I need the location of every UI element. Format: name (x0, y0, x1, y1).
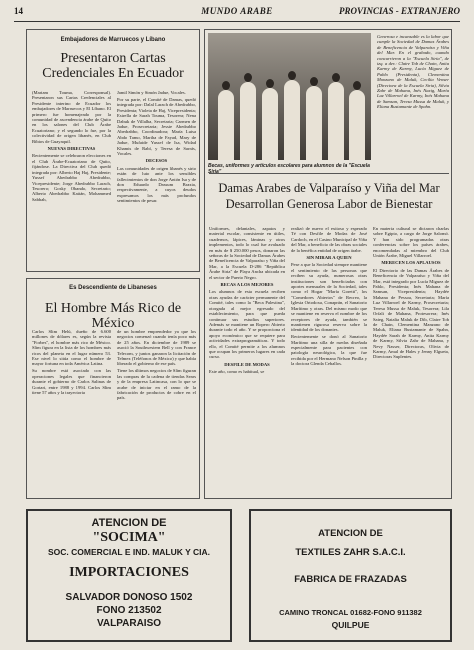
paragraph: Recientemente se celebraron elecciones en el Club Árabe-Ecuatoriano de Quito, fijándose. La Directiva del Club quedó integrada por: Alberto Haj Haj, Presidente; Yussef Abedrabbo Abedrabbo, Vicepresidente; Jorge Abedrabbo Larach, Tesorero; Gosky Obando, Secretario; Alberto Abedrabbo Kattán, Mohammed Sabbah, (32, 153, 111, 202)
photo-caption: Becas, uniformes y artículos escolares para alumnos de la "Escuela Siria" (208, 163, 370, 175)
photo-figure-head (266, 79, 274, 88)
paragraph: Uniformes, delantales, zapatos y material escolar, consistente en útiles, cuadernos, lápices, láminas y otros implementos, todo lo cual fue avaluado en más de $ 250.000 pesos, donaron las señoras de la Sociedad de Damas Árabes de Beneficencia de Valparaíso y Viña del Mar, a la Escuela D-286 "República Árabe Siria" de Playa Ancha ubicada en el sector de Puerto Negro. (209, 226, 285, 280)
article-hombre-rico (26, 278, 200, 499)
article-column-2 (291, 226, 367, 496)
article-headline: El Hombre Más Rico de México (44, 301, 182, 331)
group-photo (208, 33, 371, 160)
paragraph: El Directorio de las Damas Árabes de Beneficencia de Valparaíso y Viña del Mar, está integrado por Lucía Miguez de Pablo, Presidenta; Inés Mahana de Samsan, Vicepresidenta; Haydée Mahana de Pessoa, Secretaria; María Luz Villarroel de Karmy, Prosecretaria; Teresa Mussa de Maluk, Tesorera; Lila Orfali de Mahana, Protesorera; Inés Saieg, Natalia Maluk de Dib, Claire Tob de Chain, Clementina Manzano de Maluk, Eliana Bustamante de Spahn, Haydée Sarah de Karmy, Anita Karmy de Karmy, Silvia Zahr de Mahana, y Nevy Nasser, Directoras, Olivia de Karmy, Amal de Hales y Jenny Elgueta, Directoras Suplentes. (373, 267, 449, 360)
article-column-2 (117, 329, 196, 495)
subheading: SIN MIRAR A QUIEN (306, 255, 352, 261)
paragraph: Su nombre está asociado con las operaciones legales que financieron durante el gobierno de Carlos Salinas de Gortari, entre 1988 y 1994. Carlos Slim tiene 57 años y la trayectoria (32, 368, 111, 395)
photo-figure-head (222, 81, 230, 90)
article-headline: Damas Arabes de Valparaíso y Viña del Mar Desarrollan Generosa Labor de Bienestar (218, 181, 440, 211)
paragraph: Este año, como es habitual, se (209, 369, 265, 375)
paragraph: Carlos Slim Helú, dueño de 6.600 millones de dólares es, según la revista "Forbes", el hombre más rico de México. Slim figura en la lista de los hombres más ricos del planeta en el lugar número 53. Ese nivel lo sitúa como el hombre de mayor fortuna en toda América Latina. (32, 329, 111, 367)
ad-line: ATENCION DE (318, 528, 383, 539)
ad-company-name: "SOCIMA" (92, 530, 166, 545)
paragraph: Por su parte, el Comité de Damas, quedó integrada por: Dalal Larach de Abedrabbo, Presidenta; Violeta de Haj, Vicepresidenta; Estrella de Sarah Touma, Tesorera; Nena Dabuk de Villalba, Secretaria; Carmen de Jadue, Prosecretaria; Jessie Abedrabbo Abedrabbo, Coordinadora; María Luisa Abdo Tamo, Martha de Fayad, Mary de Jadue, Mufaide Yussef de Isa, Widad Khamis de Rabí, y Teresa de Sarrás, Vocales. (117, 96, 196, 156)
paragraph: de un hombre emprendedor ya que los negocios comenzó cuando tenía poco más de 25 años. En diciembre de 1989 se asoció la Southwestern Bell y con France Telecom, y juntos ganaron la licitación de Telmex (Teléfonos de México) y que había liberado el gobierno de ese país. (117, 329, 196, 367)
photo-figure-head (244, 73, 252, 82)
ad-city: VALPARAISO (96, 618, 162, 629)
photo-figure-head (353, 81, 361, 90)
photo-figure (306, 86, 322, 160)
ad-line: SOC. COMERCIAL E IND. MALUK Y CIA. (48, 547, 210, 557)
paragraph: (Mariam Touma, Corresponsal). Presentaron sus Cartas Credenciales al Presidente interino de Ecuador los embajadores de Marruecos y El Líbano. El primero fue homenajeado por la comunidad de ascendencia árabe de Quito en los salones del Club Árabe Ecuatoriano; y el segundo lo fue, por la colectividad de origen libanés, en Club Bibios de Guayaquil. (32, 90, 111, 144)
paragraph: Las comunidades de origen libanés y sirio están de luto ante los sensibles fallecimientos de don Jorge Antón Isa y de don Eduardo Dassum Braxia, respectivamente, a cuyos deudos expresamos los más profundos sentimientos de pesar. (117, 165, 196, 204)
divider (209, 173, 449, 174)
photo-figure (240, 82, 256, 160)
ad-city: QUILPUE (331, 620, 370, 630)
ad-line: IMPORTACIONES (69, 565, 189, 580)
page-header (14, 6, 460, 20)
article-embajadores (26, 29, 200, 272)
photo-figure (349, 90, 365, 160)
paragraph: Generosa e incansable es la labor que cumple la Sociedad de Damas Árabes de Beneficencia de Valparaíso y Viña del Mar. En el grabado, cuando concurrieron a la "Escuela Siria", de izq. a der.: Claire Tob de Chain, Anita Karmy de Karmy, Lucía Miguez de Pablo (Presidenta), Clementina Monzano de Maluk, Cecilia Venser (Directora de la Escuela Siria), Silvia Zahr de Mahana, Inés Naxig, María Luz Villarroel de Karmy, Inés Mahana de Samsan, Teresa Mussa de Maluk, y Eliana Bustamante de Spahn. (377, 34, 449, 110)
photo-figure (328, 82, 344, 160)
article-column-3 (373, 226, 449, 496)
photo-figure (262, 88, 278, 160)
paragraph: Tiene los últimos negocios de Slim figuran las compras de la cadena de tiendas Sears y de la empresa Latincasa, con lo que se acabe de iniciar en el ramo de la fabricación de productos de cobre en el país. (117, 368, 196, 401)
paragraph: realizó de nuevo el exitoso y esperado Té con Desfile de Modas de José Cardoch, en el Casino Municipal de Viña del Mar, a beneficio de las obras sociales de la benéfica entidad de origen árabe. (291, 226, 367, 253)
photo-caption-column (377, 34, 449, 170)
ad-line: ATENCION DE (91, 517, 167, 529)
article-column-1 (32, 90, 111, 268)
section-name: PROVINCIAS - EXTRANJERO (338, 6, 460, 16)
article-column-1 (209, 226, 285, 496)
subheading: DESFILE DE MODAS (224, 361, 270, 367)
subheading: BECAS A LOS MEJORES (220, 282, 274, 288)
ad-phone: FONO 213502 (96, 605, 162, 616)
paragraph: Jamil Simón y Simón Jadue, Vocales. (117, 90, 186, 95)
article-column-1 (32, 329, 111, 495)
article-damas-arabes (204, 29, 452, 499)
article-column-2 (117, 90, 196, 268)
photo-figure-head (310, 77, 318, 86)
photo-figure (218, 90, 234, 160)
paragraph: Recientemente se donó al Sanatorio Marítimo una silla de ruedas diseñada especialmente para pacientes con patología neurológica, la que fue recibida por el Hermano Nelson Pinilla y la doctora Glenda Ceballos. (291, 334, 367, 367)
subheading: MERECEN LOS APLAUSOS (381, 260, 441, 266)
subheading: DECESOS (145, 158, 168, 164)
advertisement-textiles-zahr (249, 509, 452, 642)
advertisement-socima (26, 509, 232, 642)
ad-line: FABRICA DE FRAZADAS (294, 574, 407, 585)
article-kicker: Embajadores de Marruecos y Líbano (60, 37, 166, 43)
header-rule (14, 21, 460, 22)
photo-figure-head (288, 71, 296, 80)
page-number: 14 (14, 6, 23, 16)
subheading: NUEVAS DIRECTIVAS (47, 146, 96, 152)
paragraph: Pese a que la Sociedad siempre mantiene el sentimiento de las personas que reciben su ayuda, numerosas otras instituciones son beneficiadas con aportes mensuales de la Sociedad, tales como el Hogar "María Goretti", los "Comedores Abiertos" de Recreo, la Iglesia Ortodoxa, Conaprán, el Sanatorio Marítimo y otras. Del mismo modo que se mantiene en reserva el nombre de los receptores de ayuda, también se mantienen rigurosa reserva sobre la identidad de los donantes. (291, 262, 367, 333)
ad-address: SALVADOR DONOSO 1502 (65, 592, 193, 603)
paragraph: En materia cultural se dictaron charlas sobre Egipto, a cargo de Jorge Salomó. Y han sido programadas otras conferencias sobre los países árabes, encomendadas al miembro del Club Unión Árabe, Miguel Villarroel. (373, 226, 449, 259)
paragraph: Los alumnos de esta escuela reciben otras ayudas de carácter permanente del Comité, tales como la "Beca Palestina", otorgada al mejor egresado del establecimiento, para que pueda continuar sus estudios superiores. Además se mantiene un Ropero Abierto durante todo el año. Y se proporciona el apoyo económico que se requiere para actividades extraprogramáticas. Y todo ello, el Comité permite a los alumnos que ocupan los primeros lugares en cada curso. (209, 289, 285, 360)
ad-company-name: TEXTILES ZAHR S.A.C.I. (295, 547, 406, 558)
photo-figure-head (332, 73, 340, 82)
article-headline: Presentaron Cartas Credenciales En Ecuador (42, 51, 184, 81)
ad-address: CAMINO TRONCAL 01682-FONO 911382 (279, 608, 422, 617)
article-kicker: Es Descendiente de Libaneses (69, 285, 157, 291)
photo-figure (284, 80, 300, 160)
masthead: MUNDO ARABE (201, 6, 273, 16)
